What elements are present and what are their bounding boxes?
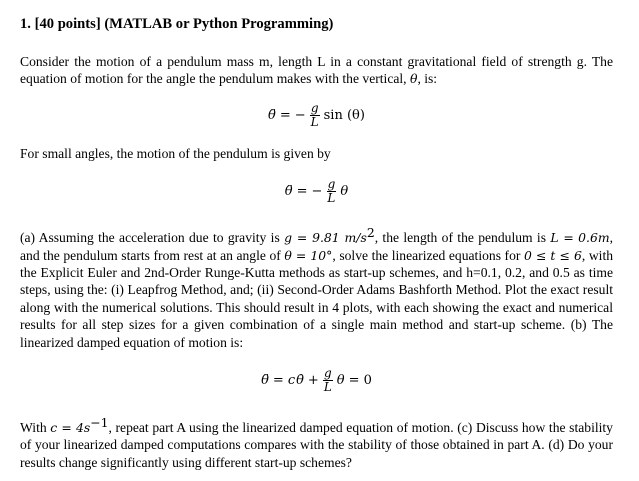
part-a-L: L = — [550, 230, 574, 246]
part-c-c-sup: −1 — [90, 415, 109, 431]
eq3-fraction — [323, 367, 333, 394]
part-c-t1: With — [20, 420, 51, 436]
part-a-t4: , solve the linearized equations for — [332, 247, 524, 263]
eq3-eq0: = 0 — [348, 372, 372, 388]
eq2-fraction — [326, 178, 336, 205]
problem-heading: 1. [40 points] (MATLAB or Python Programming) — [20, 16, 334, 32]
intro-paragraph — [20, 53, 613, 88]
problem-document — [20, 14, 613, 471]
eq2-minus: − — [311, 183, 323, 199]
part-a-t3: , and the pendulum starts from rest at an angle of — [20, 230, 613, 263]
intro-text: Consider the motion of a pendulum mass m, length L in a constant gravitational field of strength g. The equation of motion for the angle the pendulum makes with the vertical, — [20, 54, 613, 87]
eq3-theta: θ — [336, 372, 345, 388]
eq1-fraction — [310, 102, 320, 129]
eq3-numerator: g — [323, 365, 332, 380]
part-a-L-val: 0.6m — [578, 230, 610, 246]
eq3-equals: = — [272, 372, 284, 388]
eq2-lhs: θ̈ — [284, 183, 293, 199]
part-c-c: c = 4s — [50, 420, 91, 436]
equation-linear — [20, 171, 613, 211]
eq3-plus: + — [307, 372, 319, 388]
small-angle-text: For small angles, the motion of the pendulum is given by — [20, 145, 331, 161]
eq2-rhs: θ — [340, 183, 349, 199]
eq1-numerator: g — [310, 101, 319, 116]
eq2-equals: = — [296, 183, 308, 199]
part-a-g: g = 9.81 m/s — [284, 230, 367, 246]
part-a-theta: θ = 10° — [284, 247, 333, 263]
part-a-t2: , the length of the pendulum is — [374, 230, 551, 246]
eq1-rhs: sin (θ) — [323, 108, 365, 124]
part-c-paragraph — [20, 414, 613, 471]
eq3-lhs: θ̈ — [261, 372, 269, 388]
eq3-thetadot: θ̇ — [296, 372, 304, 388]
eq1-denominator: L — [310, 115, 319, 130]
part-a-t1: (a) Assuming the acceleration due to gravity is — [20, 230, 285, 246]
eq1-lhs: θ̈ — [268, 108, 276, 124]
intro-theta: θ — [409, 71, 418, 87]
eq2-denominator: L — [327, 190, 336, 205]
part-a-paragraph — [20, 224, 613, 351]
equation-damped — [20, 360, 613, 400]
equation-nonlinear — [20, 96, 613, 136]
eq3-c: c — [287, 372, 296, 388]
intro-tail: , is: — [417, 71, 438, 87]
eq1-minus: − — [294, 108, 306, 124]
part-a-t-range: 0 ≤ t ≤ 6 — [523, 247, 582, 263]
eq1-equals: = — [279, 108, 291, 124]
part-c-t2: , repeat part A using the linearized damped equation of motion. (c) Discuss how the stability of your linearized damped computations compares with the stability of those obtained in part A. (d) Do your results change significantly using different start-up schemes? — [20, 420, 613, 470]
eq3-denominator: L — [323, 379, 332, 394]
part-a-g-sup: 2 — [366, 225, 375, 241]
eq2-numerator: g — [327, 176, 336, 191]
part-a-t5: , with the Explicit Euler and 2nd-Order Runge-Kutta methods as start-up schemes, and h=0.1, 0.2, and 0.5 as time steps, using the: (i) Leapfrog Method, and; (ii) Second-Order Adams Bashforth Method. Plot the exact result along with the numerical solutions. This should result in 4 plots, with each showing the exact and numerical results for all step sizes for a given combination of a single main method and start-up scheme. (b) The linearized damped equation of motion is: — [20, 247, 614, 350]
